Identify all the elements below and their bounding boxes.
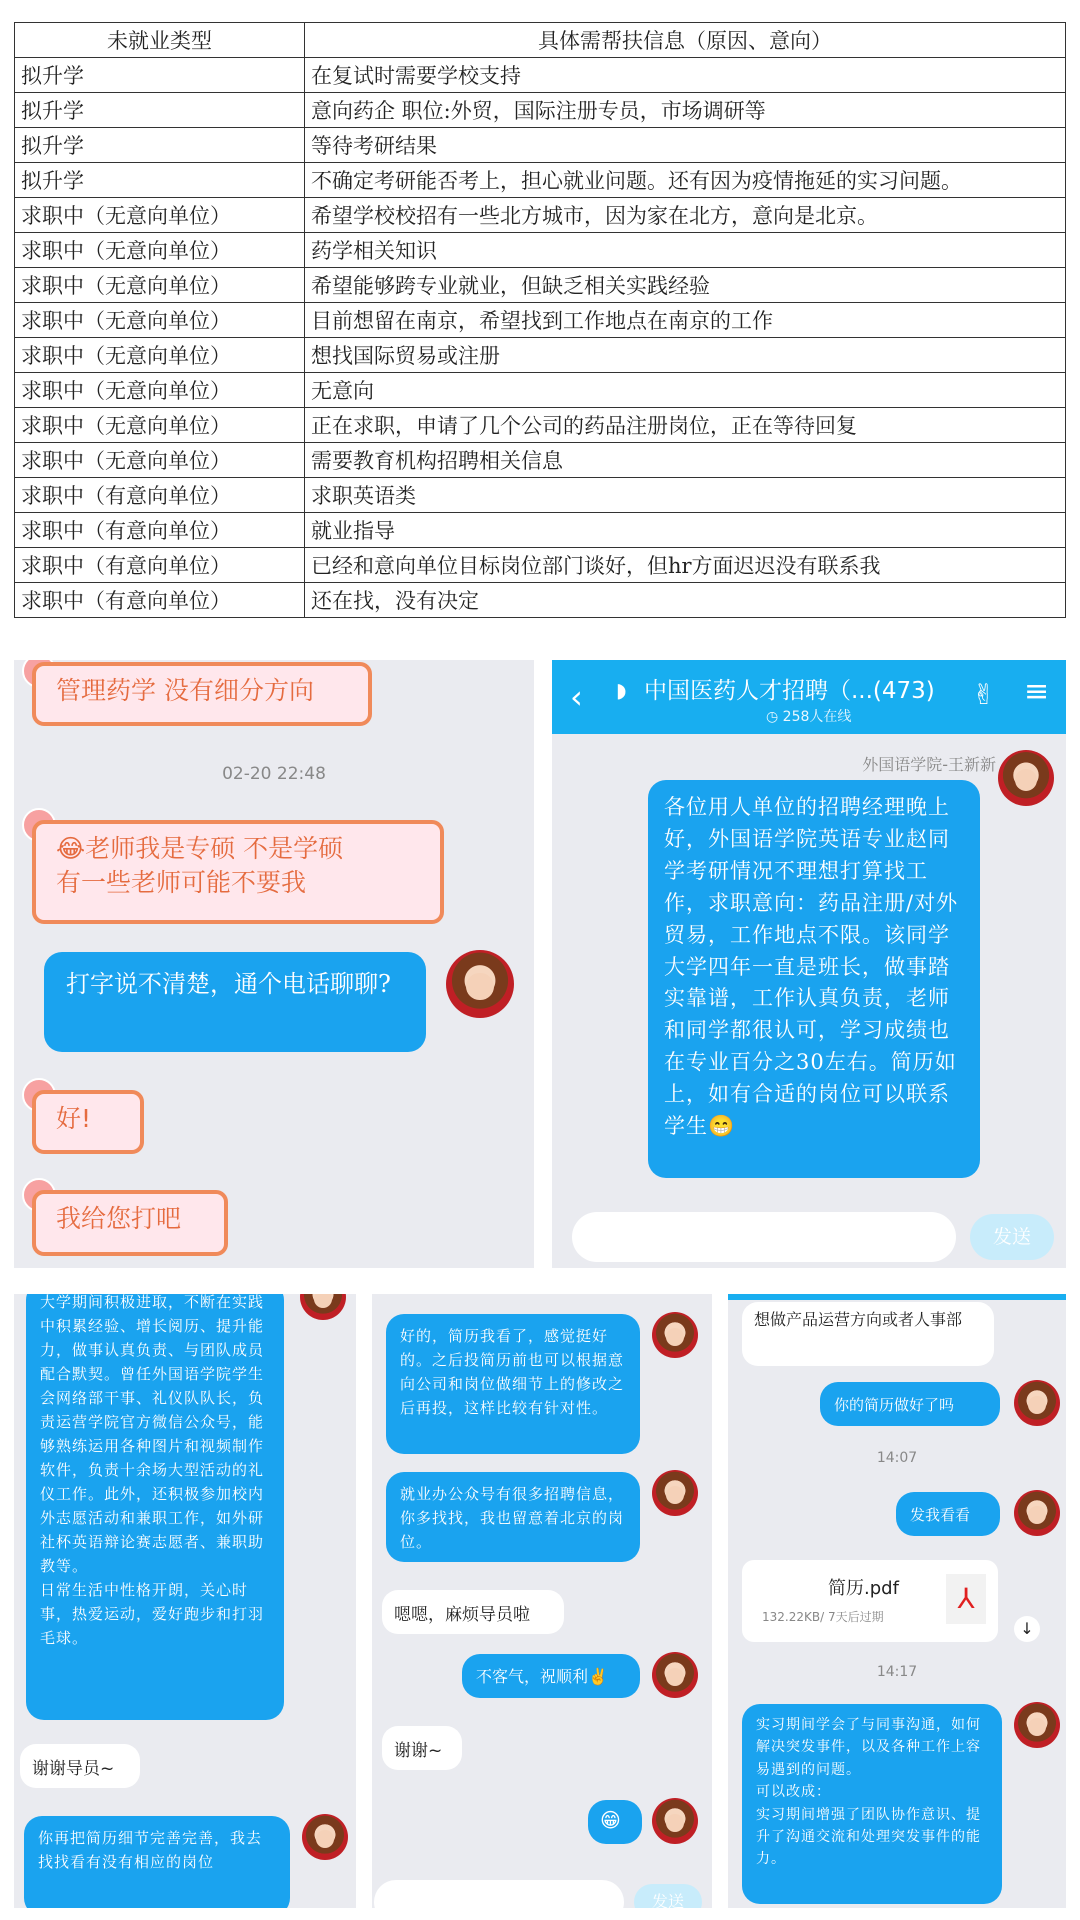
avatar bbox=[1014, 1380, 1060, 1426]
message-bubble: 好! bbox=[32, 1090, 144, 1154]
avatar bbox=[302, 1814, 348, 1860]
table-header-row bbox=[15, 23, 1066, 58]
chat-title: 中国医药人才招聘（...(473) bbox=[644, 678, 935, 704]
chat-header bbox=[552, 660, 1066, 734]
message-bubble bbox=[32, 820, 444, 924]
chat-panel-5 bbox=[728, 1294, 1066, 1908]
table-row bbox=[15, 128, 1066, 163]
message-bubble: 不客气，祝顺利✌️ bbox=[462, 1654, 640, 1698]
cell-type: 求职中（有意向单位） bbox=[15, 513, 305, 548]
cell-info: 希望能够跨专业就业，但缺乏相关实践经验 bbox=[305, 268, 1066, 303]
message-bubble: 我给您打吧 bbox=[32, 1190, 228, 1256]
needs-table bbox=[14, 22, 1066, 618]
cell-info: 在复试时需要学校支持 bbox=[305, 58, 1066, 93]
message-bubble: 你再把简历细节完善完善，我去找找看有没有相应的岗位 bbox=[24, 1816, 290, 1908]
message-bubble: 😁 bbox=[588, 1800, 642, 1844]
online-text: 258人在线 bbox=[782, 709, 852, 725]
table-row bbox=[15, 513, 1066, 548]
chat-panel-3 bbox=[14, 1294, 356, 1908]
cell-type: 求职中（无意向单位） bbox=[15, 198, 305, 233]
avatar bbox=[652, 1312, 698, 1358]
avatar bbox=[446, 950, 514, 1018]
cell-info: 正在求职，申请了几个公司的药品注册岗位，正在等待回复 bbox=[305, 408, 1066, 443]
avatar bbox=[652, 1798, 698, 1844]
cell-info: 意向药企 职位:外贸，国际注册专员，市场调研等 bbox=[305, 93, 1066, 128]
cell-info: 求职英语类 bbox=[305, 478, 1066, 513]
cell-info: 还在找，没有决定 bbox=[305, 583, 1066, 618]
message-bubble: 嗯嗯，麻烦导员啦 bbox=[382, 1590, 564, 1634]
file-message[interactable] bbox=[742, 1560, 998, 1642]
cell-info: 无意向 bbox=[305, 373, 1066, 408]
table-row bbox=[15, 478, 1066, 513]
cell-info: 药学相关知识 bbox=[305, 233, 1066, 268]
avatar bbox=[998, 750, 1054, 806]
cell-type: 求职中（无意向单位） bbox=[15, 233, 305, 268]
cell-type: 求职中（无意向单位） bbox=[15, 443, 305, 478]
header-type: 未就业类型 bbox=[15, 23, 305, 58]
avatar bbox=[652, 1470, 698, 1516]
back-icon[interactable]: ‹ bbox=[570, 678, 583, 716]
cell-info: 等待考研结果 bbox=[305, 128, 1066, 163]
cell-info: 已经和意向单位目标岗位部门谈好，但hr方面迟迟没有联系我 bbox=[305, 548, 1066, 583]
cell-type: 求职中（有意向单位） bbox=[15, 478, 305, 513]
timestamp: 14:07 bbox=[876, 1450, 918, 1466]
message-bubble: 打字说不清楚，通个电话聊聊? bbox=[44, 952, 426, 1052]
timestamp: 14:17 bbox=[876, 1664, 918, 1680]
table-row bbox=[15, 233, 1066, 268]
message-bubble: 好的，简历我看了，感觉挺好的。之后投简历前也可以根据意向公司和岗位做细节上的修改之后再投，这样比较有针对性。 bbox=[386, 1314, 640, 1454]
table-row bbox=[15, 268, 1066, 303]
table-row bbox=[15, 373, 1066, 408]
sender-name: 外国语学院-王新新 bbox=[862, 755, 996, 774]
message-bubble: 谢谢~ bbox=[382, 1726, 462, 1770]
cell-type: 求职中（有意向单位） bbox=[15, 583, 305, 618]
cell-info: 目前想留在南京，希望找到工作地点在南京的工作 bbox=[305, 303, 1066, 338]
table-row bbox=[15, 443, 1066, 478]
avatar bbox=[300, 1294, 346, 1320]
online-count: ◷ 258人在线 bbox=[766, 709, 852, 725]
table-row bbox=[15, 198, 1066, 233]
table-row bbox=[15, 93, 1066, 128]
table-row bbox=[15, 163, 1066, 198]
cell-type: 求职中（无意向单位） bbox=[15, 303, 305, 338]
cell-type: 拟升学 bbox=[15, 163, 305, 198]
message-bubble: 各位用人单位的招聘经理晚上好，外国语学院英语专业赵同学考研情况不理想打算找工作，求职意向：药品注册/对外贸易，工作地点不限。该同学大学四年一直是班长，做事踏实靠谱，工作认真负责，老师和同学都很认可，学习成绩也在专业百分之30左右。简历如上，如有合适的岗位可以联系学生😁 bbox=[648, 780, 980, 1178]
message-bubble: 实习期间学会了与同事沟通，如何解决突发事件，以及各种工作上容易遇到的问题。 可以改成： 实习期间增强了团队协作意识、提升了沟通交流和处理突发事件的能力。 bbox=[742, 1704, 1002, 1904]
table-row bbox=[15, 583, 1066, 618]
message-bubble: 就业办公众号有很多招聘信息，你多找找，我也留意着北京的岗位。 bbox=[386, 1472, 640, 1562]
cell-info: 想找国际贸易或注册 bbox=[305, 338, 1066, 373]
pdf-icon: ⅄ bbox=[946, 1574, 986, 1624]
message-bubble: 想做产品运营方向或者人事部 bbox=[742, 1302, 994, 1366]
table-row bbox=[15, 408, 1066, 443]
message-line: 有一些老师可能不要我 bbox=[56, 867, 307, 897]
message-bubble: 发我看看 bbox=[896, 1492, 1000, 1536]
cell-type: 求职中（无意向单位） bbox=[15, 408, 305, 443]
header-info: 具体需帮扶信息（原因、意向） bbox=[305, 23, 1066, 58]
cell-type: 拟升学 bbox=[15, 58, 305, 93]
cell-info: 就业指导 bbox=[305, 513, 1066, 548]
avatar bbox=[1014, 1702, 1060, 1748]
cell-info: 不确定考研能否考上，担心就业问题。还有因为疫情拖延的实习问题。 bbox=[305, 163, 1066, 198]
call-icon[interactable]: ✌ bbox=[972, 678, 996, 711]
send-button[interactable]: 发送 bbox=[970, 1214, 1054, 1260]
menu-icon[interactable]: ≡ bbox=[1024, 674, 1050, 709]
message-bubble: 管理药学 没有细分方向 bbox=[32, 662, 372, 726]
chat-panel-1 bbox=[14, 660, 534, 1268]
cell-type: 求职中（有意向单位） bbox=[15, 548, 305, 583]
file-meta: 132.22KB/ 7天后过期 bbox=[762, 1610, 884, 1624]
message-bubble: 谢谢导员~ bbox=[20, 1744, 140, 1788]
download-icon[interactable]: ↓ bbox=[1014, 1616, 1040, 1642]
avatar bbox=[1014, 1490, 1060, 1536]
cell-type: 求职中（无意向单位） bbox=[15, 338, 305, 373]
cell-type: 拟升学 bbox=[15, 93, 305, 128]
message-bubble: 你的简历做好了吗 bbox=[820, 1382, 1000, 1426]
send-button[interactable]: 发送 bbox=[634, 1884, 702, 1908]
top-accent-bar bbox=[728, 1294, 1066, 1300]
table-row bbox=[15, 338, 1066, 373]
timestamp: 02-20 22:48 bbox=[222, 764, 326, 784]
chat-panel-2 bbox=[552, 660, 1066, 1268]
cell-type: 拟升学 bbox=[15, 128, 305, 163]
message-bubble: 大学期间积极进取，不断在实践中积累经验、增长阅历、提升能力，做事认真负责、与团队成员配合默契。曾任外国语学院学生会网络部干事、礼仪队队长，负责运营学院官方微信公众号，能够熟练运用各种图片和视频制作软件，负责十余场大型活动的礼仪工作。此外，还积极参加校内外志愿活动和兼职工作，如外研社杯英语辩论赛志愿者、兼职助教等。 日常生活中性格开朗，关心时事，热爱运动，爱好跑步和打羽毛球。 bbox=[26, 1294, 284, 1720]
cell-type: 求职中（无意向单位） bbox=[15, 373, 305, 408]
file-name: 简历.pdf bbox=[828, 1578, 899, 1599]
message-input[interactable] bbox=[572, 1212, 956, 1262]
table-row bbox=[15, 58, 1066, 93]
message-input[interactable] bbox=[374, 1880, 624, 1908]
cell-info: 需要教育机构招聘相关信息 bbox=[305, 443, 1066, 478]
avatar bbox=[652, 1652, 698, 1698]
cell-info: 希望学校校招有一些北方城市，因为家在北方，意向是北京。 bbox=[305, 198, 1066, 233]
table-row bbox=[15, 548, 1066, 583]
chat-panel-4 bbox=[372, 1294, 712, 1908]
ear-icon[interactable]: ◗ bbox=[616, 678, 627, 702]
cell-type: 求职中（无意向单位） bbox=[15, 268, 305, 303]
message-line: 😂老师我是专硕 不是学硕 bbox=[56, 834, 344, 863]
table-row bbox=[15, 303, 1066, 338]
